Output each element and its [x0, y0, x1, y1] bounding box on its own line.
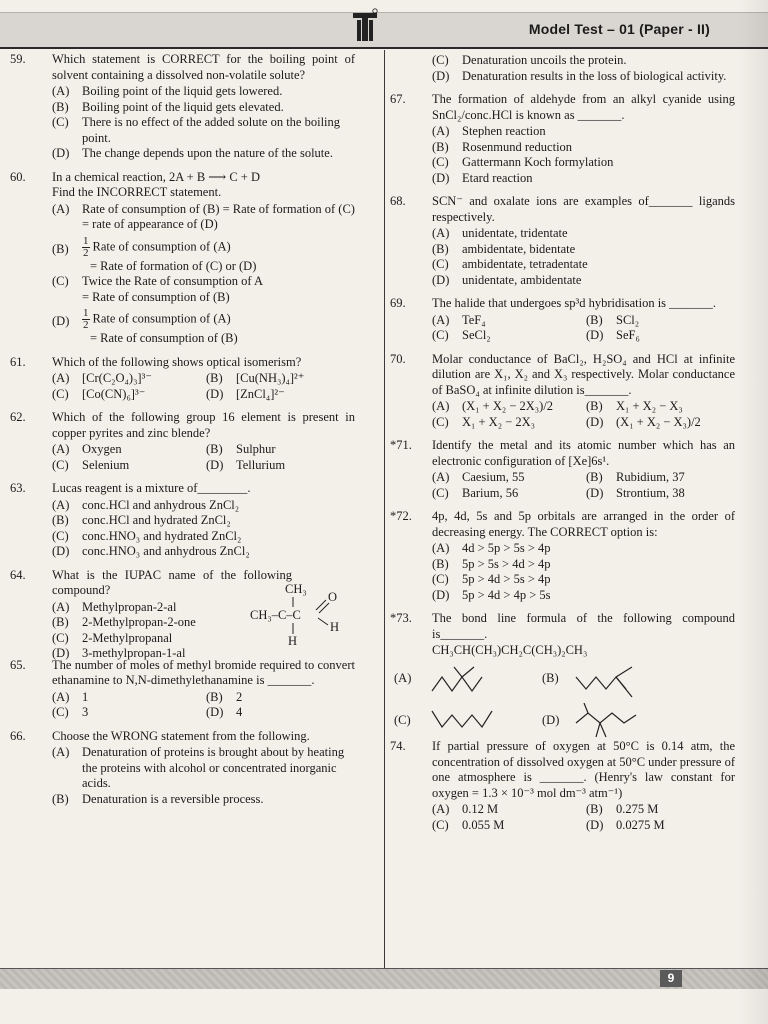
question-60 [10, 170, 355, 347]
question-64 [10, 567, 355, 660]
option-a: (A) Denaturation of proteins is brought about by heating the proteins with alcohol or concentrated inorganic acids. [52, 745, 345, 790]
option-c: (C) Selenium [52, 457, 130, 472]
page-title: Model Test – 01 (Paper - II) [528, 21, 710, 37]
option-a: (A) Boiling point of the liquid gets lowered. [52, 84, 283, 98]
option-c: (C) Gattermann Koch formylation [432, 155, 614, 169]
page-number: 9 [660, 970, 682, 987]
option-c-skeletal-structure [428, 705, 508, 741]
question-70 [390, 352, 735, 431]
option-b: (B) Rubidium, 37 [586, 470, 685, 484]
option-b: (B) $\frac{1}{2}$ Rate of consumption of (A) = Rate of formation of (C) or (D) [52, 234, 257, 273]
option-b: (B) 2-Methylpropan-2-one [52, 615, 196, 629]
option-c: (C) ambidentate, tetradentate [432, 257, 588, 271]
question-stem: The bond line formula of the following compound is_______. [432, 611, 735, 641]
question-69 [390, 296, 735, 344]
option-c: (C) conc.HNO₃ and hydrated ZnCl₂ [52, 528, 242, 543]
option-c: (C) [Co(CN)₆]³⁻ [52, 386, 146, 401]
option-c: (C) There is no effect of the added solute on the boiling point. [52, 115, 341, 145]
option-c: (C) 3 [52, 705, 89, 719]
option-b: (B) Rosenmund reduction [432, 139, 573, 154]
question-72 [390, 509, 735, 603]
question-59 [10, 52, 355, 162]
question-stem: Identify the metal and its atomic number which has an electronic configuration of [Xe]6s¹. [432, 438, 735, 468]
question-number: 65. [10, 657, 26, 672]
question-number: 60. [10, 169, 26, 184]
question-stem: Which statement is CORRECT for the boiling point of solvent containing a dissolved non-volatile solute? [52, 52, 355, 82]
publisher-logo-icon [352, 8, 378, 44]
option-c-label: (C) [394, 712, 411, 727]
option-d: (D) Strontium, 38 [586, 485, 685, 500]
question-number: 63. [10, 481, 26, 495]
option-a: (A) Rate of consumption of (B) = Rate of formation of (C) = rate of appearance of (D) [52, 201, 355, 231]
question-61 [10, 355, 355, 403]
option-b: (B) Sulphur [206, 442, 276, 456]
option-b: (B) ambidentate, bidentate [432, 241, 576, 256]
option-d: (D) unidentate, ambidentate [432, 272, 582, 287]
question-stem: The number of moles of methyl bromide required to convert ethanamine to N,N-dimethylethanamine is _______. [52, 657, 355, 687]
option-a: (A) Caesium, 55 [432, 470, 525, 484]
question-number: 68. [390, 194, 406, 208]
option-c: (C) 2-Methylpropanal [52, 630, 173, 645]
option-d: (D) Tellurium [206, 457, 286, 472]
option-b: (B) 5p > 5s > 4d > 4p [432, 556, 551, 571]
question-66-continued [390, 53, 735, 84]
option-a: (A) 4d > 5p > 5s > 4p [432, 541, 551, 555]
option-d: (D) 4 [206, 705, 243, 719]
question-68 [390, 194, 735, 288]
option-c: (C) SeCl₂ [432, 328, 491, 342]
option-c: (C) Barium, 56 [432, 485, 519, 500]
option-c: (C) 5p > 4d > 5s > 4p [432, 572, 551, 586]
question-number: *71. [390, 438, 412, 452]
option-a-label: (A) [394, 670, 412, 685]
option-a: (A) TeF₄ [432, 312, 486, 327]
chemical-structure: CH₃ CH₃–C–C O H H [240, 582, 350, 652]
question-66 [10, 729, 355, 808]
question-number: 70. [390, 351, 406, 366]
question-number: 61. [10, 354, 26, 369]
option-d: (D) SeF₆ [586, 328, 640, 342]
question-stem: What is the IUPAC name of the following compound? [52, 567, 292, 597]
question-stem: Molar conductance of BaCl₂, H₂SO₄ and HCl at infinite dilution are X₁, X₂ and X₃ respectively. Molar conductance of BaSO₄ at infinite dilution is_______. [432, 351, 735, 397]
option-d: (D) 5p > 4d > 4p > 5s [432, 587, 551, 602]
question-stem: The halide that undergoes sp³d hybridisation is _______. [432, 296, 717, 310]
option-b: (B) SCl₂ [586, 312, 640, 327]
question-stem: SCN⁻ and oxalate ions are examples of_______ ligands respectively. [432, 194, 735, 224]
header-divider [0, 47, 768, 49]
option-d: (D) conc.HNO₃ and anhydrous ZnCl₂ [52, 544, 250, 558]
option-a: (A) Stephen reaction [432, 124, 546, 138]
question-number: 66. [10, 728, 26, 743]
option-c: (C) Twice the Rate of consumption of A = Rate of consumption of (B) [52, 274, 264, 304]
option-d-skeletal-structure [572, 703, 662, 743]
option-a: (A) [Cr(C₂O₄)₃]³⁻ [52, 371, 152, 385]
option-a: (A) 1 [52, 689, 89, 704]
option-a-skeletal-structure [428, 663, 508, 703]
question-63 [10, 481, 355, 560]
question-number: 69. [390, 296, 406, 310]
fraction-one-half: $\frac{1}{2}$ [83, 234, 89, 259]
question-73 [390, 611, 735, 731]
question-number: 74. [390, 739, 406, 753]
option-b-skeletal-structure [572, 663, 662, 703]
question-number: 64. [10, 567, 26, 582]
left-column [10, 52, 355, 815]
question-number: 67. [390, 92, 406, 106]
question-stem: Choose the WRONG statement from the following. [52, 728, 310, 743]
question-stem: If partial pressure of oxygen at 50°C is 0.14 atm, the concentration of dissolved oxygen at 50°C under pressure of one atmosphere is _______. (Henry's law constant for oxygen = 1.3 × 10⁻³ mol dm⁻³ atm⁻¹) [432, 739, 735, 800]
option-a: (A) Methylpropan-2-al [52, 599, 177, 614]
page-edge-shadow [738, 0, 768, 1024]
option-c: (C) 0.055 M [432, 817, 505, 832]
option-d-label: (D) [542, 712, 560, 727]
option-c: (C) X₁ + X₂ − 2X₃ [432, 414, 536, 429]
right-column [390, 52, 735, 841]
question-number: *72. [390, 509, 412, 523]
question-number: 62. [10, 410, 26, 424]
option-d: (D) 0.0275 M [586, 817, 665, 832]
option-c: (C) Denaturation uncoils the protein. [432, 53, 627, 67]
option-d: (D) Etard reaction [432, 170, 533, 185]
option-b: (B) X₁ + X₂ − X₃ [586, 399, 683, 413]
option-d: (D) (X₁ + X₂ − X₃)/2 [586, 414, 701, 429]
question-stem: Which of the following group 16 element is present in copper pyrites and zinc blende? [52, 410, 355, 440]
option-a: (A) unidentate, tridentate [432, 226, 568, 240]
option-a: (A) (X₁ + X₂ − 2X₃)/2 [432, 399, 554, 413]
option-d: (D) Denaturation results in the loss of biological activity. [432, 68, 727, 83]
question-number: *73. [390, 611, 412, 625]
question-65 [10, 658, 355, 721]
question-74 [390, 739, 735, 833]
question-stem: Which of the following shows optical isomerism? [52, 354, 302, 369]
question-71 [390, 438, 735, 501]
option-d: (D) $\frac{1}{2}$ Rate of consumption of (A) = Rate of consumption of (B) [52, 307, 238, 345]
option-d: (D) 3-methylpropan-1-al [52, 646, 186, 660]
option-a: (A) 0.12 M [432, 802, 499, 816]
option-b: (B) Boiling point of the liquid gets elevated. [52, 99, 284, 114]
question-stem: Lucas reagent is a mixture of________. [52, 481, 251, 495]
question-number: 59. [10, 52, 26, 66]
column-divider [384, 50, 385, 968]
question-67 [390, 92, 735, 186]
question-stem: 4p, 4d, 5s and 5p orbitals are arranged in the order of decreasing energy. The CORRECT option is: [432, 509, 735, 539]
question-instruction: Find the INCORRECT statement. [52, 185, 222, 199]
option-a: (A) Oxygen [52, 442, 122, 456]
option-b-label: (B) [542, 670, 559, 685]
option-a: (A) conc.HCl and anhydrous ZnCl₂ [52, 497, 240, 512]
option-d: (D) The change depends upon the nature of the solute. [52, 146, 333, 160]
option-b: (B) [Cu(NH₃)₄]²⁺ [206, 371, 305, 385]
option-b: (B) 0.275 M [586, 802, 659, 816]
question-stem: In a chemical reaction, 2A + B ⟶ C + D [52, 169, 261, 184]
option-b: (B) conc.HCl and hydrated ZnCl₂ [52, 513, 231, 527]
option-d: (D) [ZnCl₄]²⁻ [206, 386, 285, 401]
question-62 [10, 410, 355, 473]
molecular-formula: CH₃CH(CH₃)CH₂C(CH₃)₂CH₃ [432, 643, 588, 657]
footer-band [0, 968, 768, 989]
option-b: (B) 2 [206, 689, 243, 704]
fraction-one-half: $\frac{1}{2}$ [83, 307, 89, 331]
option-b: (B) Denaturation is a reversible process. [52, 791, 264, 806]
question-stem: The formation of aldehyde from an alkyl cyanide using SnCl₂/conc.HCl is known as _______. [432, 92, 735, 122]
